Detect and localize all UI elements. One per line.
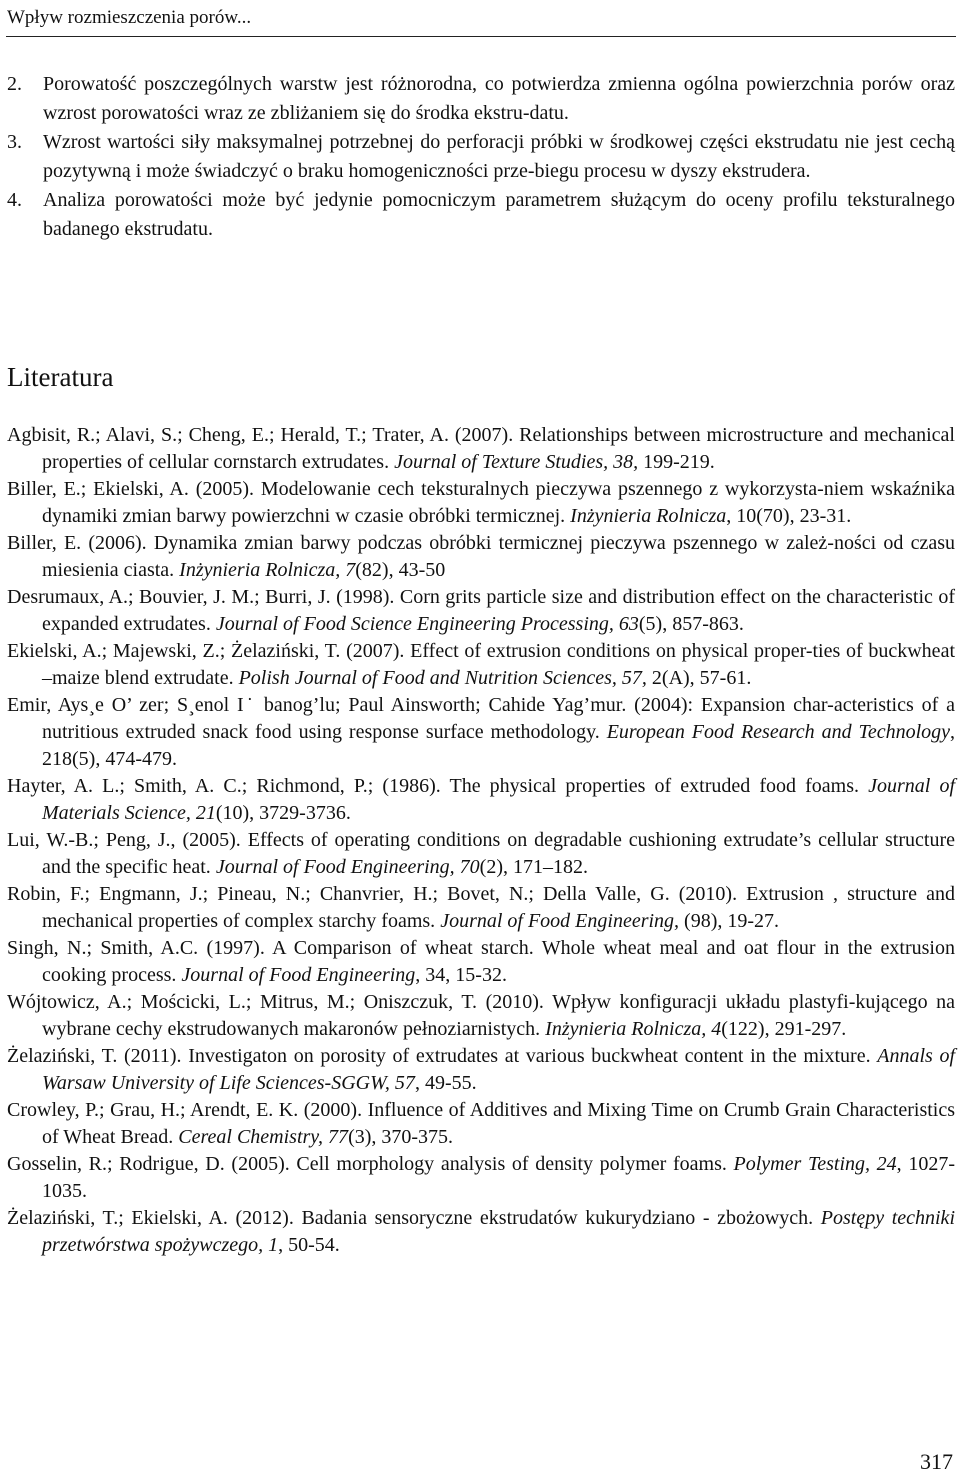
conclusion-number: 2. [7, 73, 22, 95]
running-head: Wpływ rozmieszczenia porów... [7, 7, 252, 28]
reference-item [7, 422, 955, 476]
reference-source: Postępy techniki przetwórstwa spożywczego, 1 [42, 1207, 955, 1256]
reference-source: Polymer Testing, 24 [733, 1153, 897, 1175]
reference-source: Polish Journal of Food and Nutrition Sciences, 57, [238, 667, 647, 689]
reference-details: , 218(5), 474-479. [42, 721, 956, 770]
reference-item [7, 773, 955, 827]
header-rule [6, 36, 956, 37]
reference-item [7, 1043, 955, 1097]
reference-item [7, 989, 955, 1043]
reference-details: , 1027-1035. [42, 1153, 955, 1202]
reference-details: 199-219. [638, 451, 715, 473]
reference-authors-title: Biller, E.; Ekielski, A. (2005). Modelowanie cech teksturalnych pieczywa pszennego z wykorzysta-niem wskaźnika dynamiki zmian barwy powierzchni w czasie obróbki termicznej. [7, 478, 955, 527]
reference-authors-title: Robin, F.; Engmann, J.; Pineau, N.; Chanvrier, H.; Bovet, N.; Della Valle, G. (2010). Extrusion , structure and mechanical properties of complex starchy foams. [7, 883, 955, 932]
reference-authors-title: Agbisit, R.; Alavi, S.; Cheng, E.; Herald, T.; Trater, A. (2007). Relationships between microstructure and mechanical properties of cellular cornstarch extrudates. [7, 424, 955, 473]
reference-item [7, 881, 955, 935]
reference-item [7, 1151, 955, 1205]
reference-details: (82), 43-50 [355, 559, 446, 581]
reference-authors-title: Desrumaux, A.; Bouvier, J. M.; Burri, J. (1998). Corn grits particle size and distribution effect on the characteristic of expanded extrudates. [7, 586, 955, 635]
references-list [7, 422, 955, 1259]
reference-authors-title: Emir, Ays¸e O’ zer; S¸enol I˙ banog’lu; Paul Ainsworth; Cahide Yag’mur. (2004): Expansion char-acteristics of a nutritious extruded snack food using response surface methodology. [7, 694, 955, 743]
reference-authors-title: Ekielski, A.; Majewski, Z.; Żelaziński, T. (2007). Effect of extrusion conditions on physical proper-ties of buckwheat –maize blend extrudate. [7, 640, 955, 689]
conclusion-text: Analiza porowatości może być jedynie pomocniczym parametrem służącym do oceny profilu teksturalnego badanego ekstrudatu. [43, 189, 955, 240]
reference-authors-title: Lui, W.-B.; Peng, J., (2005). Effects of operating conditions on degradable cushioning extrudate’s cellular structure and the specific heat. [7, 829, 955, 878]
reference-details: , 10(70), 23-31. [726, 505, 852, 527]
reference-source: Inżynieria Rolnicza, 7 [179, 559, 356, 581]
literature-heading: Literatura [7, 362, 114, 392]
reference-source: Journal of Food Engineering [181, 964, 416, 986]
conclusion-item [7, 186, 955, 244]
reference-details: (2), 171–182. [479, 856, 588, 878]
reference-details: (122), 291-297. [721, 1018, 847, 1040]
reference-source: Journal of Materials Science, 21 [42, 775, 956, 824]
reference-item [7, 827, 955, 881]
reference-details: 2(A), 57-61. [646, 667, 752, 689]
conclusion-text: Wzrost wartości siły maksymalnej potrzebnej do perforacji próbki w środkowej części ekstrudatu nie jest cechą pozytywną i może świadczyć o braku homogeniczności prze-biegu procesu w dyszy ekstrudera. [43, 131, 955, 182]
reference-item [7, 692, 955, 773]
reference-source: European Food Research and Technology [606, 721, 951, 743]
conclusion-text: Porowatość poszczególnych warstw jest różnorodna, co potwierdza zmienna ogólna powierzchnia porów oraz wzrost porowatości wraz ze zbliżaniem się do środka ekstru-datu. [43, 73, 955, 124]
reference-item [7, 530, 955, 584]
page-number: 317 [920, 1449, 953, 1474]
reference-source: Journal of Texture Studies, 38, [394, 451, 639, 473]
reference-item [7, 1097, 955, 1151]
reference-source: Journal of Food Science Engineering Processing, 63 [215, 613, 639, 635]
reference-details: (10), 3729-3736. [215, 802, 351, 824]
reference-authors-title: Żelaziński, T.; Ekielski, A. (2012). Badania sensoryczne ekstrudatów kukurydziano - zbożowych. [7, 1207, 821, 1229]
reference-item [7, 476, 955, 530]
reference-item [7, 1205, 955, 1259]
reference-item [7, 584, 955, 638]
reference-source: Inżynieria Rolnicza [570, 505, 727, 527]
reference-authors-title: Wójtowicz, A.; Mościcki, L.; Mitrus, M.; Oniszczuk, T. (2010). Wpływ konfiguracji układu plastyfi-kującego na wybrane cechy ekstrudowanych makaronów pełnoziarnistych. [7, 991, 955, 1040]
conclusion-number: 3. [7, 131, 22, 153]
reference-item [7, 638, 955, 692]
reference-source: Cereal Chemistry, 77 [178, 1126, 349, 1148]
reference-source: Annals of Warsaw University of Life Sciences-SGGW, 57 [42, 1045, 955, 1094]
reference-source: Journal of Food Engineering, 70 [215, 856, 480, 878]
reference-source: Journal of Food Engineering, [440, 910, 680, 932]
reference-authors-title: Gosselin, R.; Rodrigue, D. (2005). Cell morphology analysis of density polymer foams. [7, 1153, 734, 1175]
reference-authors-title: Hayter, A. L.; Smith, A. C.; Richmond, P.; (1986). The physical properties of extruded food foams. [7, 775, 869, 797]
reference-details: (5), 857-863. [638, 613, 744, 635]
reference-authors-title: Biller, E. (2006). Dynamika zmian barwy podczas obróbki termicznej pieczywa pszennego w zależ-ności od czasu miesienia ciasta. [7, 532, 955, 581]
reference-item [7, 935, 955, 989]
reference-authors-title: Crowley, P.; Grau, H.; Arendt, E. K. (2000). Influence of Additives and Mixing Time on Crumb Grain Characteristics of Wheat Bread. [7, 1099, 955, 1148]
reference-source: Inżynieria Rolnicza, 4 [545, 1018, 722, 1040]
reference-details: (3), 370-375. [348, 1126, 454, 1148]
reference-details: , 49-55. [414, 1072, 477, 1094]
reference-authors-title: Singh, N.; Smith, A.C. (1997). A Comparison of wheat starch. Whole wheat meal and oat flour in the extrusion cooking process. [7, 937, 955, 986]
conclusion-number: 4. [7, 189, 22, 211]
conclusion-item [7, 70, 955, 128]
reference-details: , 50-54. [278, 1234, 340, 1256]
conclusion-item [7, 128, 955, 186]
conclusions-list [7, 70, 955, 244]
reference-authors-title: Żelaziński, T. (2011). Investigaton on porosity of extrudates at various buckwheat content in the mixture. [7, 1045, 878, 1067]
reference-details: , 34, 15-32. [415, 964, 507, 986]
reference-details: (98), 19-27. [679, 910, 780, 932]
